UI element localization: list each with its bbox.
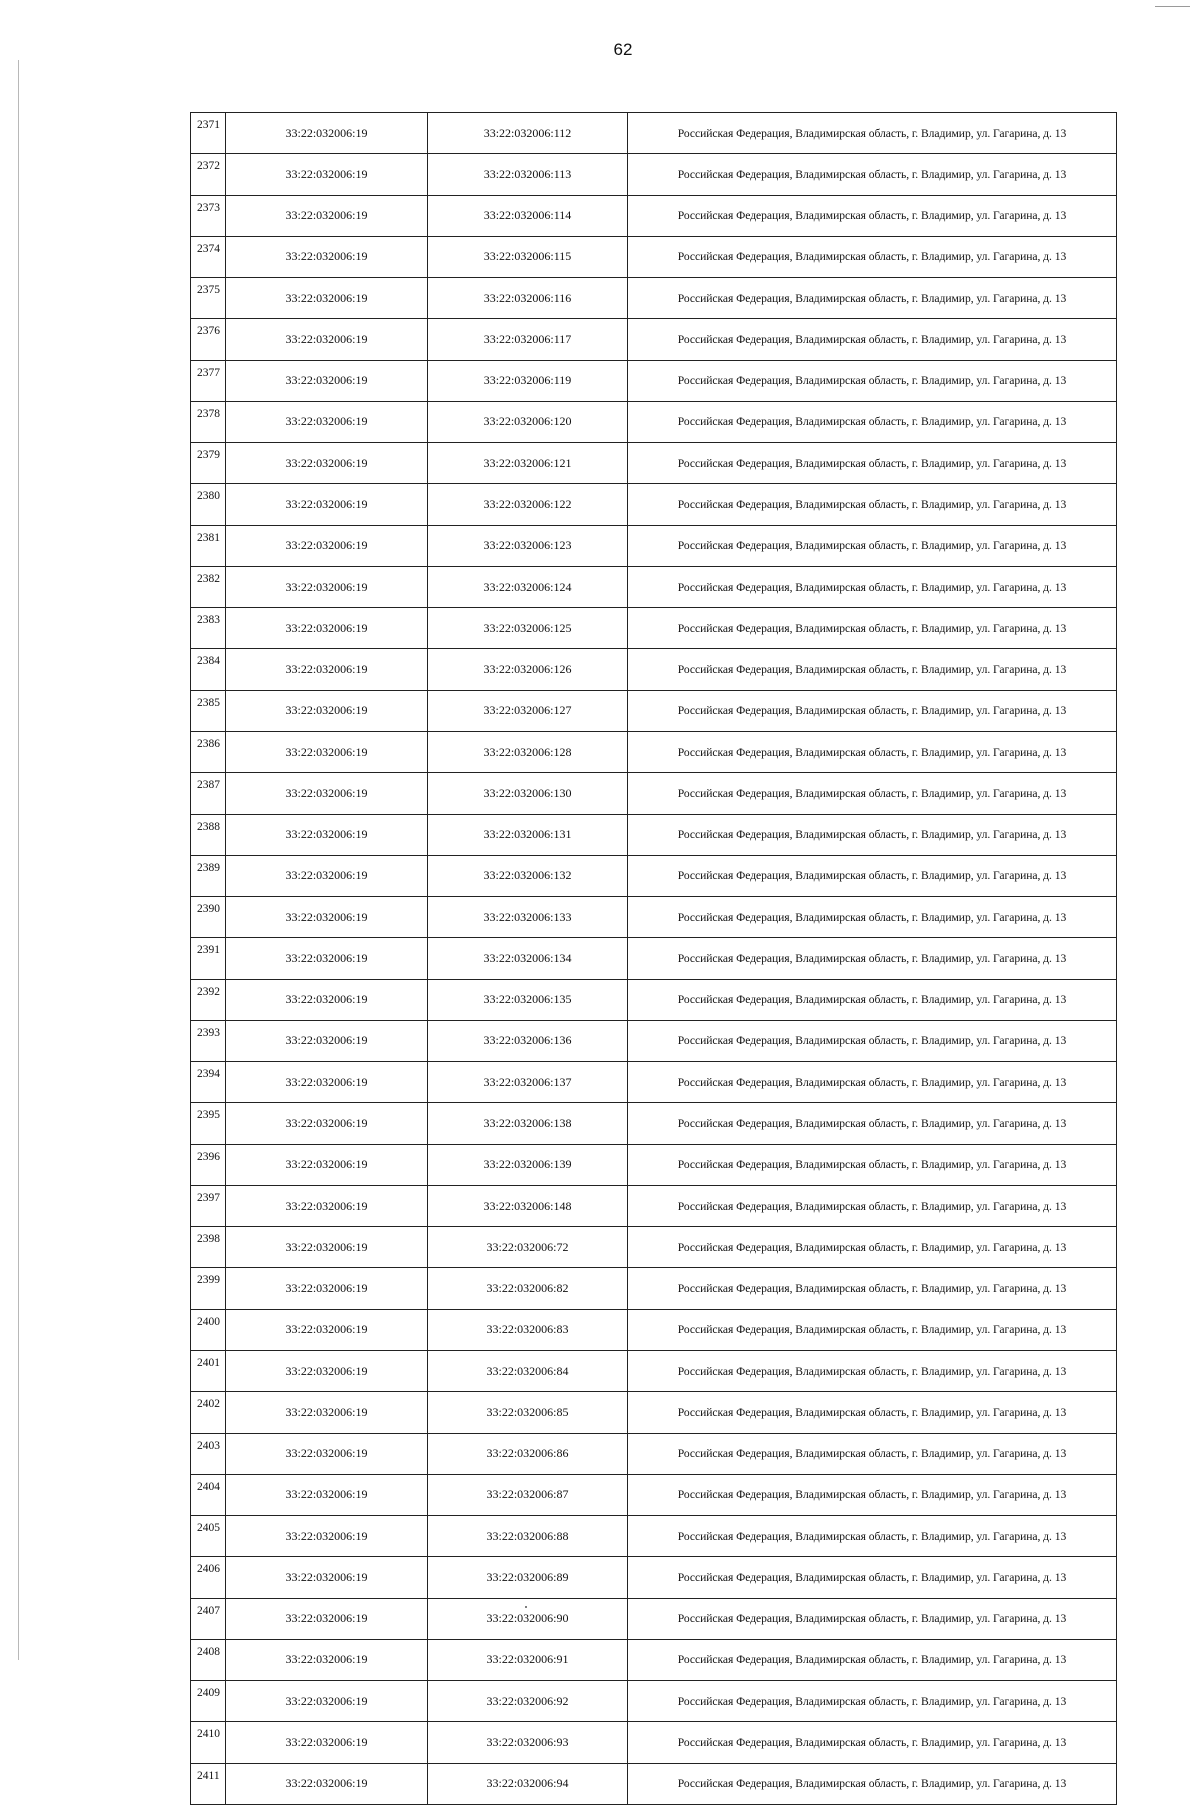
table-row xyxy=(191,113,1117,154)
row-number: 2400 xyxy=(191,1309,226,1350)
address: Российская Федерация, Владимирская область, г. Владимир, ул. Гагарина, д. 13 xyxy=(628,1516,1117,1557)
parent-cadastral-number: 33:22:032006:19 xyxy=(226,236,428,277)
cadastral-number: 33:22:032006:82 xyxy=(428,1268,628,1309)
cadastral-number: 33:22:032006:122 xyxy=(428,484,628,525)
parent-cadastral-number: 33:22:032006:19 xyxy=(226,731,428,772)
address: Российская Федерация, Владимирская область, г. Владимир, ул. Гагарина, д. 13 xyxy=(628,649,1117,690)
table-row xyxy=(191,1020,1117,1061)
cadastral-number: 33:22:032006:134 xyxy=(428,938,628,979)
row-number: 2378 xyxy=(191,401,226,442)
table-row xyxy=(191,443,1117,484)
parent-cadastral-number: 33:22:032006:19 xyxy=(226,1598,428,1639)
parent-cadastral-number: 33:22:032006:19 xyxy=(226,319,428,360)
cadastral-number: 33:22:032006:124 xyxy=(428,566,628,607)
cadastral-number: 33:22:032006:92 xyxy=(428,1681,628,1722)
table-row xyxy=(191,938,1117,979)
table-row xyxy=(191,1144,1117,1185)
address: Российская Федерация, Владимирская область, г. Владимир, ул. Гагарина, д. 13 xyxy=(628,525,1117,566)
address: Российская Федерация, Владимирская область, г. Владимир, ул. Гагарина, д. 13 xyxy=(628,443,1117,484)
address: Российская Федерация, Владимирская область, г. Владимир, ул. Гагарина, д. 13 xyxy=(628,319,1117,360)
cadastral-number: 33:22:032006:88 xyxy=(428,1516,628,1557)
row-number: 2387 xyxy=(191,773,226,814)
address: Российская Федерация, Владимирская область, г. Владимир, ул. Гагарина, д. 13 xyxy=(628,236,1117,277)
table-row xyxy=(191,401,1117,442)
parent-cadastral-number: 33:22:032006:19 xyxy=(226,1392,428,1433)
parent-cadastral-number: 33:22:032006:19 xyxy=(226,113,428,154)
parent-cadastral-number: 33:22:032006:19 xyxy=(226,979,428,1020)
cadastral-number: 33:22:032006:117 xyxy=(428,319,628,360)
row-number: 2404 xyxy=(191,1474,226,1515)
parent-cadastral-number: 33:22:032006:19 xyxy=(226,1722,428,1763)
address: Российская Федерация, Владимирская область, г. Владимир, ул. Гагарина, д. 13 xyxy=(628,690,1117,731)
table-row xyxy=(191,1309,1117,1350)
table-row xyxy=(191,525,1117,566)
address: Российская Федерация, Владимирская область, г. Владимир, ул. Гагарина, д. 13 xyxy=(628,1350,1117,1391)
row-number: 2394 xyxy=(191,1062,226,1103)
parent-cadastral-number: 33:22:032006:19 xyxy=(226,1639,428,1680)
address: Российская Федерация, Владимирская область, г. Владимир, ул. Гагарина, д. 13 xyxy=(628,1557,1117,1598)
table-row xyxy=(191,278,1117,319)
table-row xyxy=(191,1268,1117,1309)
parent-cadastral-number: 33:22:032006:19 xyxy=(226,443,428,484)
address: Российская Федерация, Владимирская область, г. Владимир, ул. Гагарина, д. 13 xyxy=(628,360,1117,401)
parent-cadastral-number: 33:22:032006:19 xyxy=(226,278,428,319)
table-row xyxy=(191,1103,1117,1144)
row-number: 2377 xyxy=(191,360,226,401)
address: Российская Федерация, Владимирская область, г. Владимир, ул. Гагарина, д. 13 xyxy=(628,1020,1117,1061)
parent-cadastral-number: 33:22:032006:19 xyxy=(226,566,428,607)
parent-cadastral-number: 33:22:032006:19 xyxy=(226,360,428,401)
row-number: 2402 xyxy=(191,1392,226,1433)
table-row xyxy=(191,236,1117,277)
address: Российская Федерация, Владимирская область, г. Владимир, ул. Гагарина, д. 13 xyxy=(628,1268,1117,1309)
cadastral-number: 33:22:032006:126 xyxy=(428,649,628,690)
table-row xyxy=(191,773,1117,814)
table-row xyxy=(191,1639,1117,1680)
address: Российская Федерация, Владимирская область, г. Владимир, ул. Гагарина, д. 13 xyxy=(628,195,1117,236)
cadastral-number: 33:22:032006:91 xyxy=(428,1639,628,1680)
row-number: 2389 xyxy=(191,855,226,896)
cadastral-number: 33:22:032006:136 xyxy=(428,1020,628,1061)
parent-cadastral-number: 33:22:032006:19 xyxy=(226,1433,428,1474)
table-row xyxy=(191,1474,1117,1515)
address: Российская Федерация, Владимирская область, г. Владимир, ул. Гагарина, д. 13 xyxy=(628,1227,1117,1268)
table-row xyxy=(191,1763,1117,1804)
address: Российская Федерация, Владимирская область, г. Владимир, ул. Гагарина, д. 13 xyxy=(628,1681,1117,1722)
parent-cadastral-number: 33:22:032006:19 xyxy=(226,525,428,566)
table-row xyxy=(191,360,1117,401)
parent-cadastral-number: 33:22:032006:19 xyxy=(226,1062,428,1103)
address: Российская Федерация, Владимирская область, г. Владимир, ул. Гагарина, д. 13 xyxy=(628,566,1117,607)
row-number: 2396 xyxy=(191,1144,226,1185)
row-number: 2407 xyxy=(191,1598,226,1639)
row-number: 2410 xyxy=(191,1722,226,1763)
address: Российская Федерация, Владимирская область, г. Владимир, ул. Гагарина, д. 13 xyxy=(628,814,1117,855)
parent-cadastral-number: 33:22:032006:19 xyxy=(226,1557,428,1598)
address: Российская Федерация, Владимирская область, г. Владимир, ул. Гагарина, д. 13 xyxy=(628,1763,1117,1804)
parent-cadastral-number: 33:22:032006:19 xyxy=(226,1474,428,1515)
row-number: 2399 xyxy=(191,1268,226,1309)
parent-cadastral-number: 33:22:032006:19 xyxy=(226,649,428,690)
parent-cadastral-number: 33:22:032006:19 xyxy=(226,1103,428,1144)
row-number: 2391 xyxy=(191,938,226,979)
address: Российская Федерация, Владимирская область, г. Владимир, ул. Гагарина, д. 13 xyxy=(628,773,1117,814)
row-number: 2397 xyxy=(191,1185,226,1226)
address: Российская Федерация, Владимирская область, г. Владимир, ул. Гагарина, д. 13 xyxy=(628,1639,1117,1680)
cadastral-number: 33:22:032006:72 xyxy=(428,1227,628,1268)
table-row xyxy=(191,319,1117,360)
cadastral-number: 33:22:032006:139 xyxy=(428,1144,628,1185)
parent-cadastral-number: 33:22:032006:19 xyxy=(226,1516,428,1557)
table-row xyxy=(191,1227,1117,1268)
address: Российская Федерация, Владимирская область, г. Владимир, ул. Гагарина, д. 13 xyxy=(628,938,1117,979)
table-row xyxy=(191,1681,1117,1722)
address: Российская Федерация, Владимирская область, г. Владимир, ул. Гагарина, д. 13 xyxy=(628,1474,1117,1515)
address: Российская Федерация, Владимирская область, г. Владимир, ул. Гагарина, д. 13 xyxy=(628,731,1117,772)
cadastral-number: 33:22:032006:90 xyxy=(428,1598,628,1639)
table-row xyxy=(191,855,1117,896)
address: Российская Федерация, Владимирская область, г. Владимир, ул. Гагарина, д. 13 xyxy=(628,278,1117,319)
address: Российская Федерация, Владимирская область, г. Владимир, ул. Гагарина, д. 13 xyxy=(628,1103,1117,1144)
parent-cadastral-number: 33:22:032006:19 xyxy=(226,897,428,938)
cadastral-number: 33:22:032006:112 xyxy=(428,113,628,154)
parent-cadastral-number: 33:22:032006:19 xyxy=(226,1020,428,1061)
row-number: 2374 xyxy=(191,236,226,277)
row-number: 2408 xyxy=(191,1639,226,1680)
row-number: 2376 xyxy=(191,319,226,360)
cadastral-number: 33:22:032006:85 xyxy=(428,1392,628,1433)
cadastral-number: 33:22:032006:89 xyxy=(428,1557,628,1598)
table-row xyxy=(191,649,1117,690)
address: Российская Федерация, Владимирская область, г. Владимир, ул. Гагарина, д. 13 xyxy=(628,1309,1117,1350)
parent-cadastral-number: 33:22:032006:19 xyxy=(226,1185,428,1226)
table-row xyxy=(191,1185,1117,1226)
parent-cadastral-number: 33:22:032006:19 xyxy=(226,401,428,442)
parent-cadastral-number: 33:22:032006:19 xyxy=(226,1227,428,1268)
address: Российская Федерация, Владимирская область, г. Владимир, ул. Гагарина, д. 13 xyxy=(628,1598,1117,1639)
table-row xyxy=(191,690,1117,731)
table-row xyxy=(191,897,1117,938)
table-row xyxy=(191,1722,1117,1763)
table-row xyxy=(191,814,1117,855)
table-row xyxy=(191,1516,1117,1557)
row-number: 2393 xyxy=(191,1020,226,1061)
scan-speck xyxy=(525,1606,527,1608)
cadastral-number: 33:22:032006:93 xyxy=(428,1722,628,1763)
table-row xyxy=(191,979,1117,1020)
cadastral-number: 33:22:032006:133 xyxy=(428,897,628,938)
row-number: 2384 xyxy=(191,649,226,690)
row-number: 2371 xyxy=(191,113,226,154)
address: Российская Федерация, Владимирская область, г. Владимир, ул. Гагарина, д. 13 xyxy=(628,1433,1117,1474)
row-number: 2375 xyxy=(191,278,226,319)
cadastral-number: 33:22:032006:84 xyxy=(428,1350,628,1391)
table-row xyxy=(191,1350,1117,1391)
row-number: 2381 xyxy=(191,525,226,566)
scan-edge-left xyxy=(18,60,19,1660)
row-number: 2380 xyxy=(191,484,226,525)
row-number: 2373 xyxy=(191,195,226,236)
table-row xyxy=(191,484,1117,525)
cadastral-number: 33:22:032006:138 xyxy=(428,1103,628,1144)
table-row xyxy=(191,1598,1117,1639)
address: Российская Федерация, Владимирская область, г. Владимир, ул. Гагарина, д. 13 xyxy=(628,401,1117,442)
address: Российская Федерация, Владимирская область, г. Владимир, ул. Гагарина, д. 13 xyxy=(628,608,1117,649)
table-row xyxy=(191,566,1117,607)
registry-table xyxy=(190,112,1117,1805)
cadastral-number: 33:22:032006:94 xyxy=(428,1763,628,1804)
parent-cadastral-number: 33:22:032006:19 xyxy=(226,1309,428,1350)
cadastral-number: 33:22:032006:128 xyxy=(428,731,628,772)
row-number: 2398 xyxy=(191,1227,226,1268)
parent-cadastral-number: 33:22:032006:19 xyxy=(226,1350,428,1391)
address: Российская Федерация, Владимирская область, г. Владимир, ул. Гагарина, д. 13 xyxy=(628,484,1117,525)
table-row xyxy=(191,1062,1117,1103)
parent-cadastral-number: 33:22:032006:19 xyxy=(226,690,428,731)
cadastral-number: 33:22:032006:116 xyxy=(428,278,628,319)
table-row xyxy=(191,195,1117,236)
row-number: 2411 xyxy=(191,1763,226,1804)
page-number: 62 xyxy=(613,40,633,59)
cadastral-number: 33:22:032006:120 xyxy=(428,401,628,442)
cadastral-number: 33:22:032006:114 xyxy=(428,195,628,236)
parent-cadastral-number: 33:22:032006:19 xyxy=(226,814,428,855)
cadastral-number: 33:22:032006:121 xyxy=(428,443,628,484)
address: Российская Федерация, Владимирская область, г. Владимир, ул. Гагарина, д. 13 xyxy=(628,855,1117,896)
address: Российская Федерация, Владимирская область, г. Владимир, ул. Гагарина, д. 13 xyxy=(628,1062,1117,1103)
row-number: 2379 xyxy=(191,443,226,484)
parent-cadastral-number: 33:22:032006:19 xyxy=(226,1268,428,1309)
parent-cadastral-number: 33:22:032006:19 xyxy=(226,1681,428,1722)
row-number: 2388 xyxy=(191,814,226,855)
cadastral-number: 33:22:032006:137 xyxy=(428,1062,628,1103)
address: Российская Федерация, Владимирская область, г. Владимир, ул. Гагарина, д. 13 xyxy=(628,113,1117,154)
row-number: 2392 xyxy=(191,979,226,1020)
address: Российская Федерация, Владимирская область, г. Владимир, ул. Гагарина, д. 13 xyxy=(628,897,1117,938)
parent-cadastral-number: 33:22:032006:19 xyxy=(226,1144,428,1185)
row-number: 2401 xyxy=(191,1350,226,1391)
row-number: 2382 xyxy=(191,566,226,607)
row-number: 2395 xyxy=(191,1103,226,1144)
cadastral-number: 33:22:032006:127 xyxy=(428,690,628,731)
table-row xyxy=(191,154,1117,195)
address: Российская Федерация, Владимирская область, г. Владимир, ул. Гагарина, д. 13 xyxy=(628,1392,1117,1433)
row-number: 2372 xyxy=(191,154,226,195)
cadastral-number: 33:22:032006:135 xyxy=(428,979,628,1020)
parent-cadastral-number: 33:22:032006:19 xyxy=(226,938,428,979)
row-number: 2386 xyxy=(191,731,226,772)
table-row xyxy=(191,1557,1117,1598)
cadastral-number: 33:22:032006:113 xyxy=(428,154,628,195)
cadastral-number: 33:22:032006:83 xyxy=(428,1309,628,1350)
cadastral-number: 33:22:032006:123 xyxy=(428,525,628,566)
address: Российская Федерация, Владимирская область, г. Владимир, ул. Гагарина, д. 13 xyxy=(628,979,1117,1020)
row-number: 2409 xyxy=(191,1681,226,1722)
registry-table-body xyxy=(191,113,1117,1805)
table-row xyxy=(191,731,1117,772)
cadastral-number: 33:22:032006:86 xyxy=(428,1433,628,1474)
cadastral-number: 33:22:032006:132 xyxy=(428,855,628,896)
address: Российская Федерация, Владимирская область, г. Владимир, ул. Гагарина, д. 13 xyxy=(628,154,1117,195)
cadastral-number: 33:22:032006:148 xyxy=(428,1185,628,1226)
parent-cadastral-number: 33:22:032006:19 xyxy=(226,154,428,195)
table-row xyxy=(191,1392,1117,1433)
row-number: 2403 xyxy=(191,1433,226,1474)
cadastral-number: 33:22:032006:125 xyxy=(428,608,628,649)
address: Российская Федерация, Владимирская область, г. Владимир, ул. Гагарина, д. 13 xyxy=(628,1185,1117,1226)
parent-cadastral-number: 33:22:032006:19 xyxy=(226,608,428,649)
address: Российская Федерация, Владимирская область, г. Владимир, ул. Гагарина, д. 13 xyxy=(628,1722,1117,1763)
cadastral-number: 33:22:032006:119 xyxy=(428,360,628,401)
table-row xyxy=(191,608,1117,649)
cadastral-number: 33:22:032006:130 xyxy=(428,773,628,814)
parent-cadastral-number: 33:22:032006:19 xyxy=(226,773,428,814)
parent-cadastral-number: 33:22:032006:19 xyxy=(226,484,428,525)
cadastral-number: 33:22:032006:115 xyxy=(428,236,628,277)
parent-cadastral-number: 33:22:032006:19 xyxy=(226,195,428,236)
row-number: 2385 xyxy=(191,690,226,731)
row-number: 2405 xyxy=(191,1516,226,1557)
parent-cadastral-number: 33:22:032006:19 xyxy=(226,1763,428,1804)
scan-edge-top xyxy=(1155,6,1190,7)
row-number: 2406 xyxy=(191,1557,226,1598)
row-number: 2383 xyxy=(191,608,226,649)
row-number: 2390 xyxy=(191,897,226,938)
address: Российская Федерация, Владимирская область, г. Владимир, ул. Гагарина, д. 13 xyxy=(628,1144,1117,1185)
cadastral-number: 33:22:032006:87 xyxy=(428,1474,628,1515)
parent-cadastral-number: 33:22:032006:19 xyxy=(226,855,428,896)
table-row xyxy=(191,1433,1117,1474)
cadastral-number: 33:22:032006:131 xyxy=(428,814,628,855)
